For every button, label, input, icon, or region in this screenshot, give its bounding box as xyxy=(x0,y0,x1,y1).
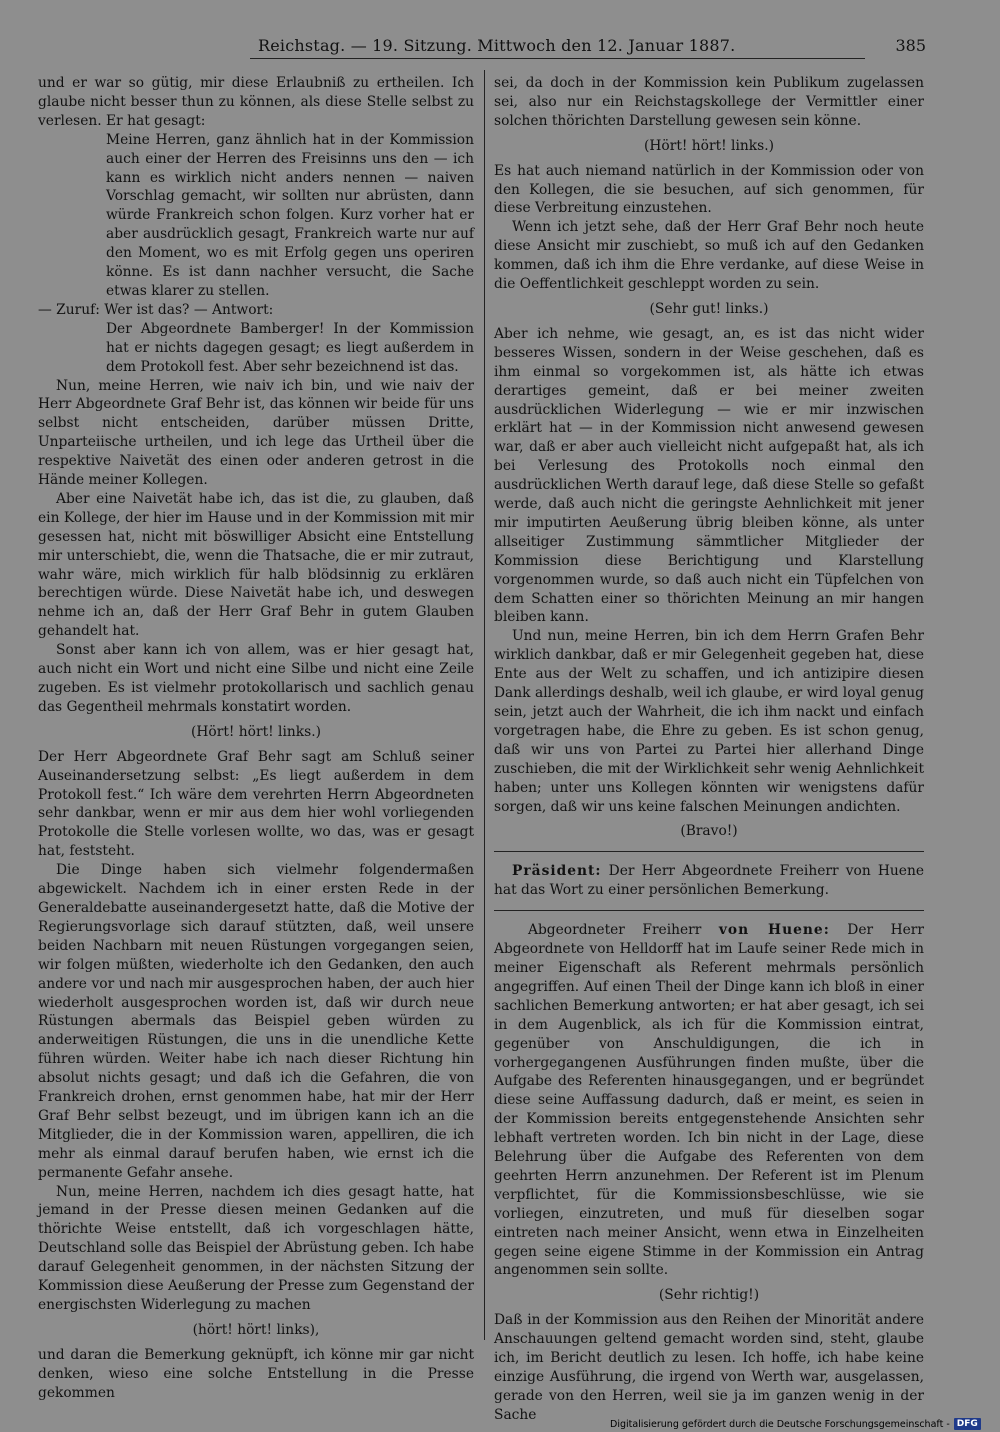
paragraph: Sonst aber kann ich von allem, was er hier gesagt hat, auch nicht ein Wort und nicht eine Silbe und nicht eine Zeile zugeben. Es ist vielmehr protokollarisch und sachlich genau das Gegentheil mehrmals konstatirt worden. xyxy=(38,642,474,715)
footer-credit xyxy=(610,1417,985,1431)
paragraph: und er war so gütig, mir diese Erlaubniß zu ertheilen. Ich glaube nicht besser thun zu können, als diese Stelle selbst zu verlesen. Er hat gesagt: xyxy=(38,75,474,129)
footer-text: Digitalisierung gefördert durch die Deutsche Forschungsgemeinschaft - xyxy=(610,1418,950,1430)
interjection: (Sehr richtig!) xyxy=(658,1287,760,1304)
paragraph: Nun, meine Herren, wie naiv ich bin, und wie naiv der Herr Abgeordnete Graf Behr ist, das können wir beide für uns selbst nicht entscheiden, darüber müssen Dritte, Unparteiische urtheilen, und ich lege das Urtheil über die respektive Naivetät des einen oder anderen getrost in die Hände meiner Kollegen. xyxy=(38,377,474,489)
paragraph: Daß in der Kommission aus den Reihen der Minorität andere Anschauungen geltend gemacht worden sind, steht, glaube ich, im Bericht deutlich zu lesen. Ich hoffe, ich habe keine einzige Ausführung, die irgend von Werth war, ausgelassen, gerade von den Herren, weil sie ja im ganzen wenig in der Sache xyxy=(494,1312,924,1423)
speaker-text: Der Herr Abgeordnete von Helldorff hat im Laufe seiner Rede mich in meiner Eigenschaft als Referent mehrmals persönlich angegriffen. Auf einen Theil der Dinge kann ich bloß in einer sachlichen Bemerkung antworten; er hat aber gesagt, ich sei in dem Augenblick, als ich für die Kommission eintrat, gegenüber von Anschuldigungen, die ich in vorhergegangenen Ausführungen finden mußte, über die Aufgabe des Referenten hinausgegangen, und er begründet diese seine Auffassung dadurch, daß er meint, es seien in der Kommission bereits entgegenstehende Ansichten sehr lebhaft vertreten worden. Ich bin nicht in der Lage, diese Belehrung über die Aufgabe des Referenten von dem geehrten Herrn anzunehmen. Der Referent ist im Plenum verpflichtet, für die Kommissionsbeschlüsse, wie sie vorliegen, einzutreten, und muß für dieselben sogar eintreten nach meiner Ansicht, wenn etwa in Einzelheiten gegen seine eigene Stimme in der Kommission ein Antrag angenommen sein sollte. xyxy=(494,922,925,1279)
interjection: (Hört! hört! links.) xyxy=(644,137,774,154)
section-divider xyxy=(494,851,924,852)
quoted-passage: Der Abgeordnete Bamberger! In der Kommission hat er nichts dagegen gesagt; es liegt außerdem in dem Protokoll fest. Aber sehr bezeichnend ist das. xyxy=(106,320,474,375)
speaker-lead: Abgeordneter Freiherr xyxy=(528,922,719,939)
paragraph: — Zuruf: Wer ist das? — Antwort: xyxy=(38,301,274,318)
paragraph: sei, da doch in der Kommission kein Publikum zugelassen sei, also nur ein Reichstagskollege der Vermittler einer solchen thörichten Darstellung gewesen sein könne. xyxy=(494,75,924,129)
header-rule xyxy=(250,58,865,59)
page-header-title: Reichstag. — 19. Sitzung. Mittwoch den 12. Januar 1887. xyxy=(258,36,736,55)
paragraph: Es hat auch niemand natürlich in der Kommission oder von den Kollegen, die sie besuchen, auf sich genommen, für diese Verbreitung einzustehen. xyxy=(494,162,924,217)
right-column xyxy=(494,74,925,1423)
speaker-name: von Huene: xyxy=(718,922,830,939)
speaker-text: Der Herr Abgeordnete Freiherr von Huene hat das Wort zu einer persönlichen Bemerkung. xyxy=(494,863,924,899)
page-number: 385 xyxy=(895,36,926,55)
speaker-name: Präsident: xyxy=(512,863,602,880)
quoted-passage: Meine Herren, ganz ähnlich hat in der Kommission auch einer der Herren des Freisinns uns den — ich kann es wirklich nicht anders nennen — naiven Vorschlag gemacht, wir sollten nur abrüsten, dann würde Frankreich schon folgen. Kurz vorher hat er aber ausdrücklich gesagt, Frankreich warte nur auf den Moment, wo es mit Erfolg gegen uns operiren könne. Es ist dann nachher versucht, die Sache etwas klarer zu stellen. xyxy=(106,131,474,299)
paragraph: Und nun, meine Herren, bin ich dem Herrn Grafen Behr wirklich dankbar, daß er mir Gelegenheit gegeben hat, diese Ente aus der Welt zu schaffen, und ich antizipire diesen Dank allerdings deshalb, weil ich glaube, er wird loyal genug sein, jetzt auch der Wahrheit, die ich ihm nackt und einfach vorgetragen habe, die Ehre zu geben. Es ist schon genug, daß wir uns von Partei zu Partei hier allerhand Dinge zuschieben, die mit der Wirklichkeit sehr wenig Aehnlichkeit haben; unter uns Kollegen könnten wir wenigstens dafür sorgen, daß wir uns keine falschen Meinungen andichten. xyxy=(494,628,924,815)
paragraph: Aber ich nehme, wie gesagt, an, es ist das nicht wider besseres Wissen, sondern in der Weise geschehen, daß es ihm einmal so vorgekommen ist, als hätte ich etwas derartiges gemeint, daß er bei meiner zweiten ausdrücklichen Widerlegung — wie er mir inzwischen erklärt hat — in der Kommission nicht anwesend gewesen war, daß er aber auch vielleicht nicht aufgepaßt hat, als ich bei Verlesung des Protokolls noch einmal den ausdrücklichen Werth darauf lege, daß diese Stelle so gefaßt werde, daß auch nicht die geringste Aehnlichkeit mit jener mir imputirten Aeußerung übrig bleiben könne, als unter allseitiger Zustimmung sämmtlicher Mitglieder der Kommission diese Berichtigung und Klarstellung vorgenommen wurde, so daß auch nicht ein Tüpfelchen von dem Schatten einer so thörichten Meinung an mir hangen bleiben kann. xyxy=(494,325,924,626)
interjection: (Sehr gut! links.) xyxy=(649,300,769,317)
paragraph: Die Dinge haben sich vielmehr folgendermaßen abgewickelt. Nachdem ich in einer ersten Rede in der Generaldebatte auseinandergesetzt hatte, daß die Motive der Regierungsvorlage sich darauf stützten, daß, weil unsere beiden Nachbarn mit neuen Rüstungen vorgegangen seien, wir folgen müßten, wiederholte ich den Gedanken, den auch andere vor und nach mir ausgesprochen haben, der auch hier wiederholt ausgesprochen worden ist, daß wir durch neue Rüstungen abermals das Beispiel geben würden zu anderweitigen Rüstungen, die uns in die unendliche Kette führen würden. Weiter habe ich nach dieser Richtung hin absolut nichts gesagt; und daß ich die Gefahren, die von Frankreich drohen, ernst genommen habe, hat mir der Herr Graf Behr selbst bezeugt, und im übrigen kann ich an die Mitglieder, die in der Kommission waren, appelliren, die ich mehr als einmal darauf berufen haben, wie ernst ich die permanente Gefahr ansehe. xyxy=(38,862,474,1181)
left-column xyxy=(38,74,474,1401)
paragraph: Der Herr Abgeordnete Graf Behr sagt am Schluß seiner Auseinandersetzung selbst: „Es liegt außerdem in dem Protokoll fest.“ Ich wäre dem verehrten Herrn Abgeordneten sehr dankbar, wenn er mir aus dem hier wohl vorliegenden Protokolle die Stelle vorlesen wollte, wo das, was er gesagt hat, feststeht. xyxy=(38,748,474,860)
section-divider xyxy=(494,910,924,911)
column-separator xyxy=(484,70,485,1340)
speaker-paragraph xyxy=(494,862,924,900)
interjection: (hört! hört! links), xyxy=(192,1321,320,1338)
interjection: (Bravo!) xyxy=(680,823,738,840)
paragraph: und daran die Bemerkung geknüpft, ich könne mir gar nicht denken, wieso eine solche Entstellung in die Presse gekommen xyxy=(38,1346,474,1401)
speaker-paragraph xyxy=(494,921,924,1280)
paragraph: Wenn ich jetzt sehe, daß der Herr Graf Behr noch heute diese Ansicht mir zuschiebt, so muß ich auf den Gedanken kommen, daß ich ihm die Ehre verdanke, auf diese Weise in die Oeffentlichkeit geschleppt worden zu sein. xyxy=(494,219,924,293)
interjection: (Hört! hört! links.) xyxy=(191,723,321,740)
paragraph: Nun, meine Herren, nachdem ich dies gesagt hatte, hat jemand in der Presse diesen meinen Gedanken auf die thörichte Weise entstellt, daß ich vorgeschlagen hätte, Deutschland solle das Beispiel der Abrüstung geben. Ich habe darauf Gelegenheit genommen, in der nächsten Sitzung der Kommission diese Aeußerung der Presse zum Gegenstand der energischsten Widerlegung zu machen xyxy=(38,1183,474,1313)
paragraph: Aber eine Naivetät habe ich, das ist die, zu glauben, daß ein Kollege, der hier im Hause und in der Kommission mit mir gesessen hat, nicht mit böswilliger Absicht eine Entstellung mir unterschiebt, die, wenn die Thatsache, die er mir zutraut, wahr wäre, mich wirklich für halb blödsinnig zu erklären berechtigen würde. Diese Naivetät habe ich, und deswegen nehme ich an, daß der Herr Graf Behr in gutem Glauben gehandelt hat. xyxy=(38,490,474,640)
dfg-logo: DFG xyxy=(954,1418,981,1430)
